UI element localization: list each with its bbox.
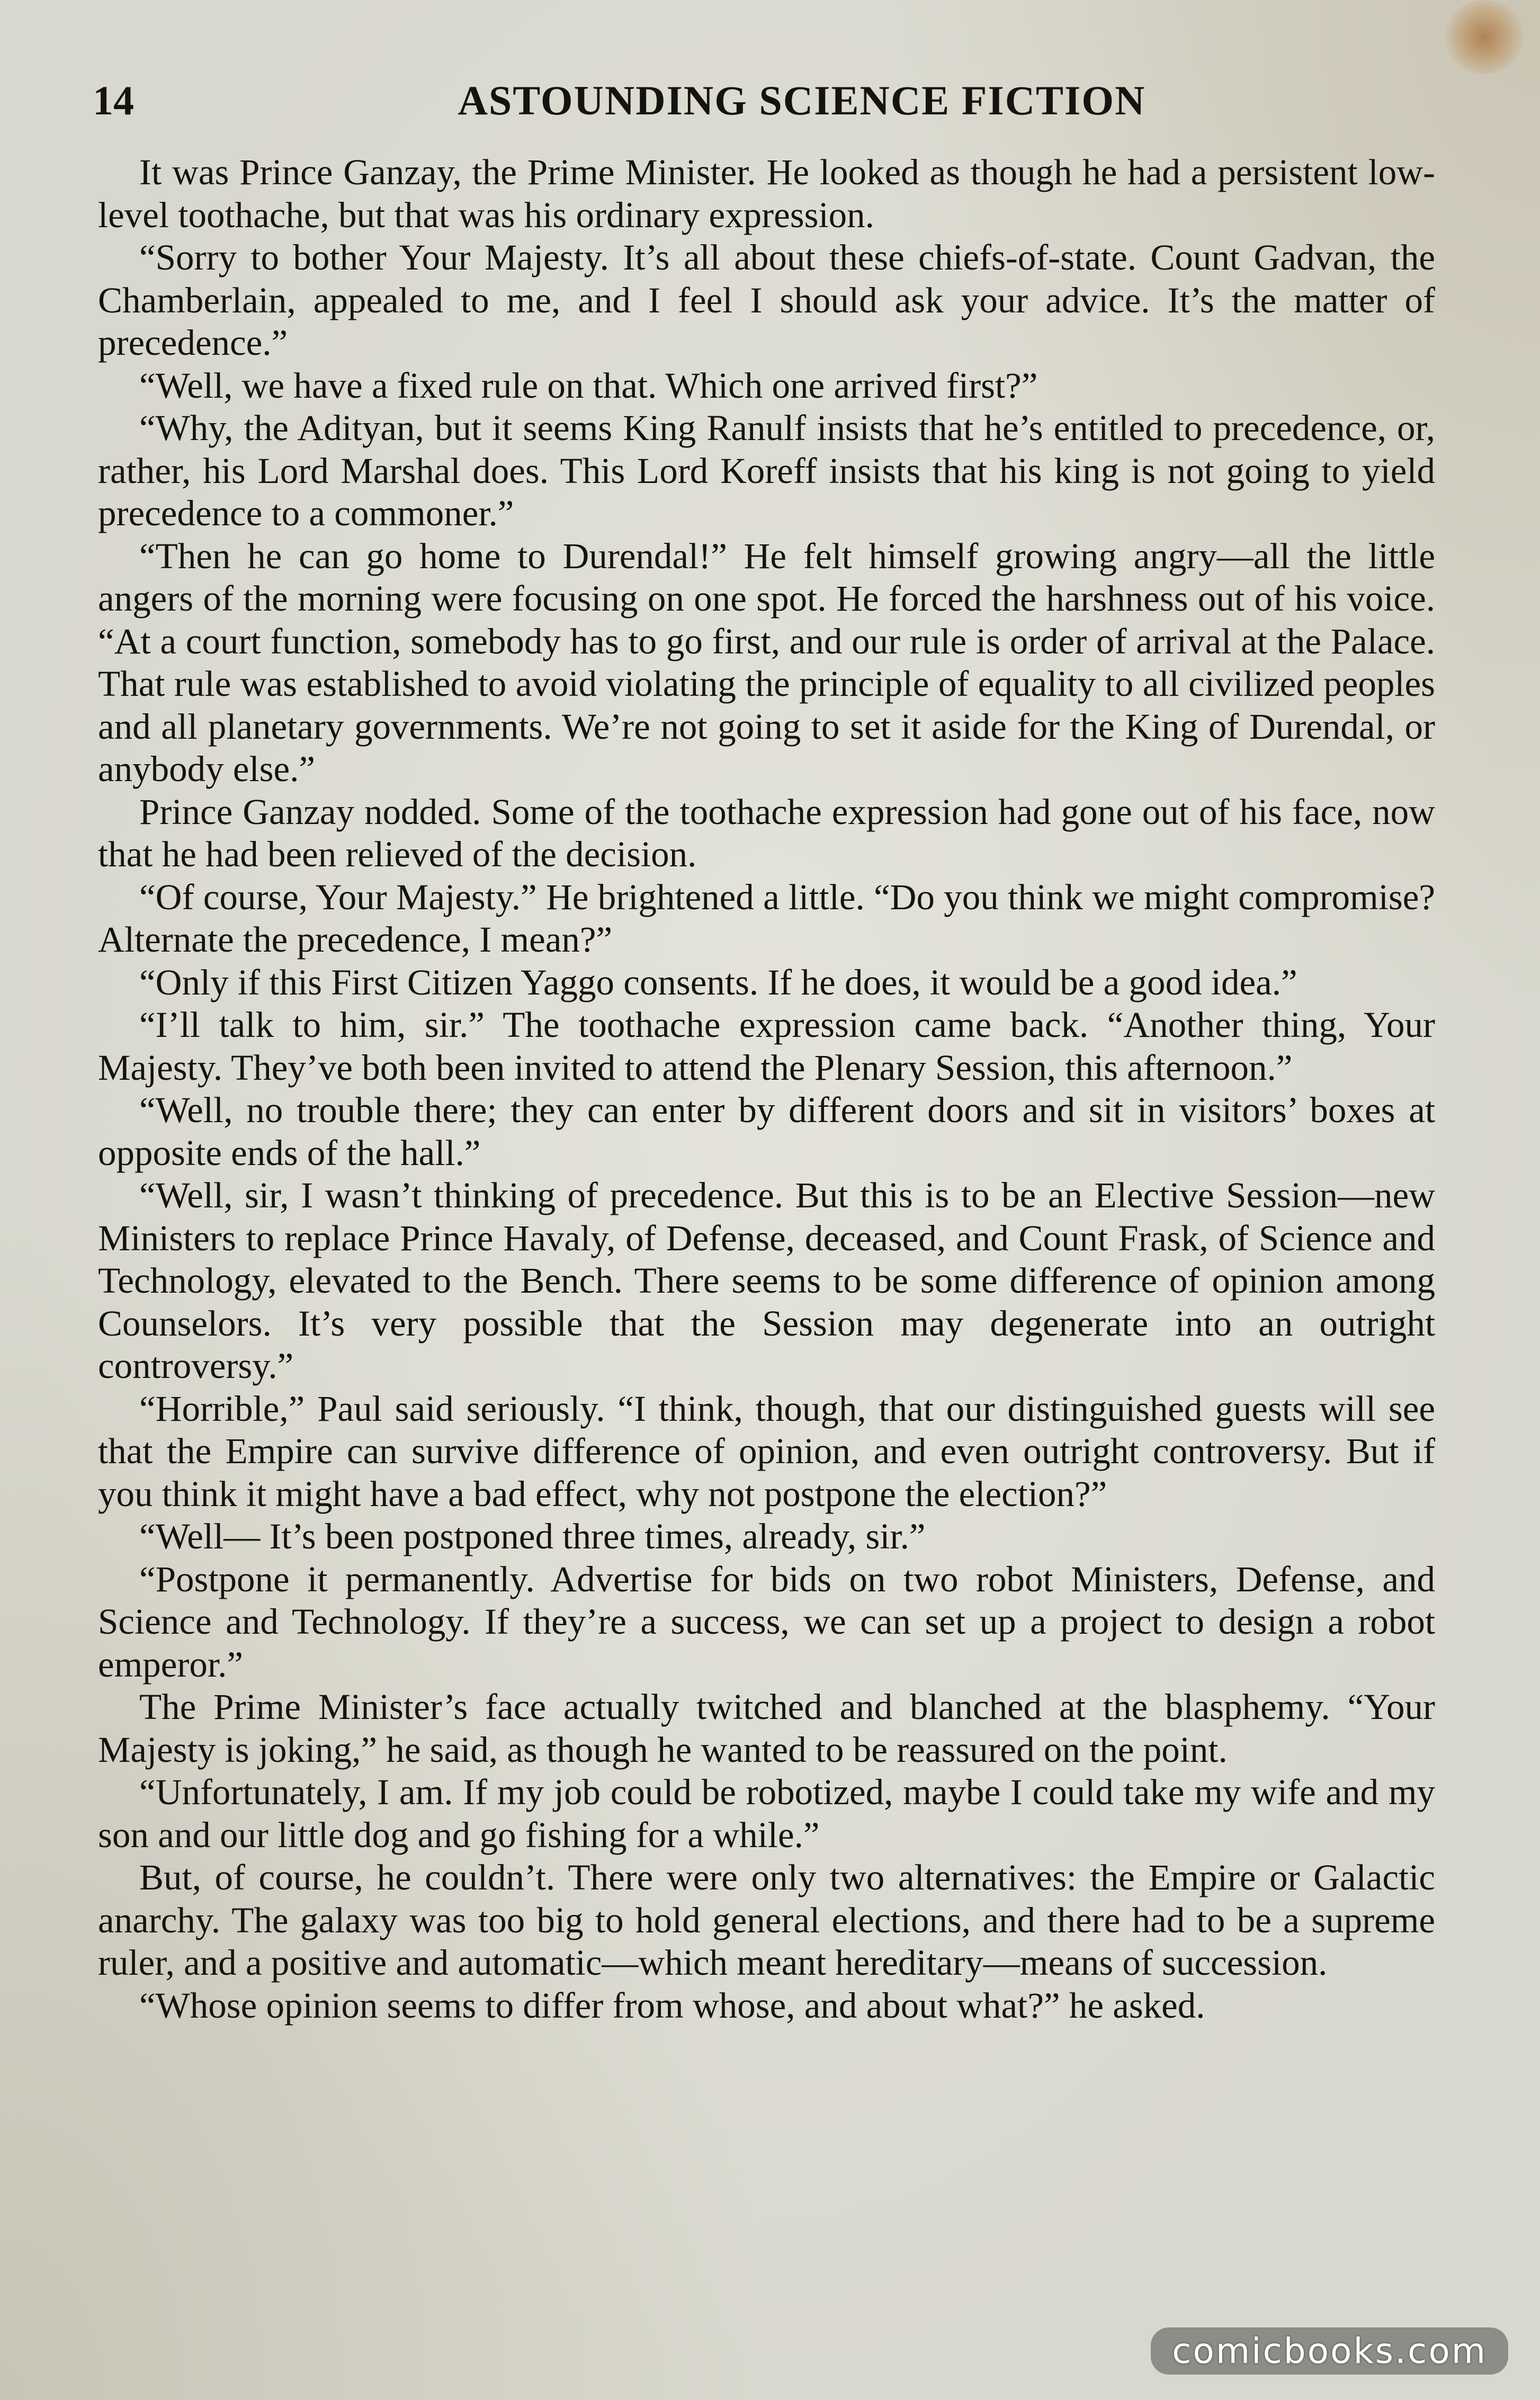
paragraph: But, of course, he couldn’t. There were only two alternatives: the Empire or Galactic anarchy. The galaxy was too big to hold general elections, and there had to be a supreme ruler, and a positive and automatic—which meant hereditary—means of succession. xyxy=(98,1857,1435,1983)
site-watermark: comicbooks.com xyxy=(1151,2327,1508,2375)
paragraph: “Only if this First Citizen Yaggo consents. If he does, it would be a good idea.” xyxy=(139,962,1297,1002)
paragraph: “Why, the Adityan, but it seems King Ranulf insists that he’s entitled to precedence, or, rather, his Lord Marshal does. This Lord Koreff insists that his king is not going to yield precedence to a commoner.” xyxy=(98,408,1435,533)
paragraph: Prince Ganzay nodded. Some of the toothache expression had gone out of his face, now that he had been relieved of the decision. xyxy=(98,791,1435,874)
paragraph: “Unfortunately, I am. If my job could be robotized, maybe I could take my wife and my son and our little dog and go fishing for a while.” xyxy=(98,1772,1435,1855)
magazine-title: ASTOUNDING SCIENCE FICTION xyxy=(458,77,1146,123)
paragraph: “Well, sir, I wasn’t thinking of precedence. But this is to be an Elective Session—new Ministers to replace Prince Havaly, of Defense, deceased, and Count Frask, of Science and Technology, elevated to the Bench. There seems to be some difference of opinion among Counselors. It’s very possible that the Session may degenerate into an outright controversy.” xyxy=(98,1175,1435,1386)
running-head xyxy=(93,74,1447,127)
paper-stain xyxy=(1445,0,1524,74)
paragraph: “Well, we have a fixed rule on that. Which one arrived first?” xyxy=(139,365,1038,406)
paragraph: “Horrible,” Paul said seriously. “I think, though, that our distinguished guests will see that the Empire can survive difference of opinion, and even outright controversy. But if you think it might have a bad effect, why not postpone the election?” xyxy=(98,1388,1435,1514)
paragraph: “Then he can go home to Durendal!” He felt himself growing angry—all the little angers of the morning were focusing on one spot. He forced the harshness out of his voice. “At a court function, somebody has to go first, and our rule is order of arrival at the Palace. That rule was established to avoid violating the principle of equality to all civilized peoples and all planetary governments. We’re not going to set it aside for the King of Durendal, or anybody else.” xyxy=(98,535,1435,789)
paragraph: “Of course, Your Majesty.” He brightened a little. “Do you think we might compromise? Alternate the precedence, I mean?” xyxy=(98,876,1435,960)
paragraph: “I’ll talk to him, sir.” The toothache expression came back. “Another thing, Your Majesty. They’ve both been invited to attend the Plenary Session, this afternoon.” xyxy=(98,1005,1435,1088)
paragraph: “Well, no trouble there; they can enter by different doors and sit in visitors’ boxes at opposite ends of the hall.” xyxy=(98,1090,1435,1173)
paragraph: “Well— It’s been postponed three times, already, sir.” xyxy=(139,1516,926,1556)
story-text xyxy=(98,151,1435,2027)
paragraph: The Prime Minister’s face actually twitched and blanched at the blasphemy. “Your Majesty is joking,” he said, as though he wanted to be reassured on the point. xyxy=(98,1687,1435,1770)
page-number: 14 xyxy=(93,77,134,123)
paragraph: “Postpone it permanently. Advertise for bids on two robot Ministers, Defense, and Science and Technology. If they’re a success, we can set up a project to design a robot emperor.” xyxy=(98,1559,1435,1685)
paragraph: “Whose opinion seems to differ from whose, and about what?” he asked. xyxy=(139,1985,1205,2026)
paragraph: It was Prince Ganzay, the Prime Minister. He looked as though he had a persistent low-level toothache, but that was his ordinary expression. xyxy=(98,152,1435,235)
paragraph: “Sorry to bother Your Majesty. It’s all about these chiefs-of-state. Count Gadvan, the Chamberlain, appealed to me, and I feel I should ask your advice. It’s the matter of precedence.” xyxy=(98,237,1435,363)
